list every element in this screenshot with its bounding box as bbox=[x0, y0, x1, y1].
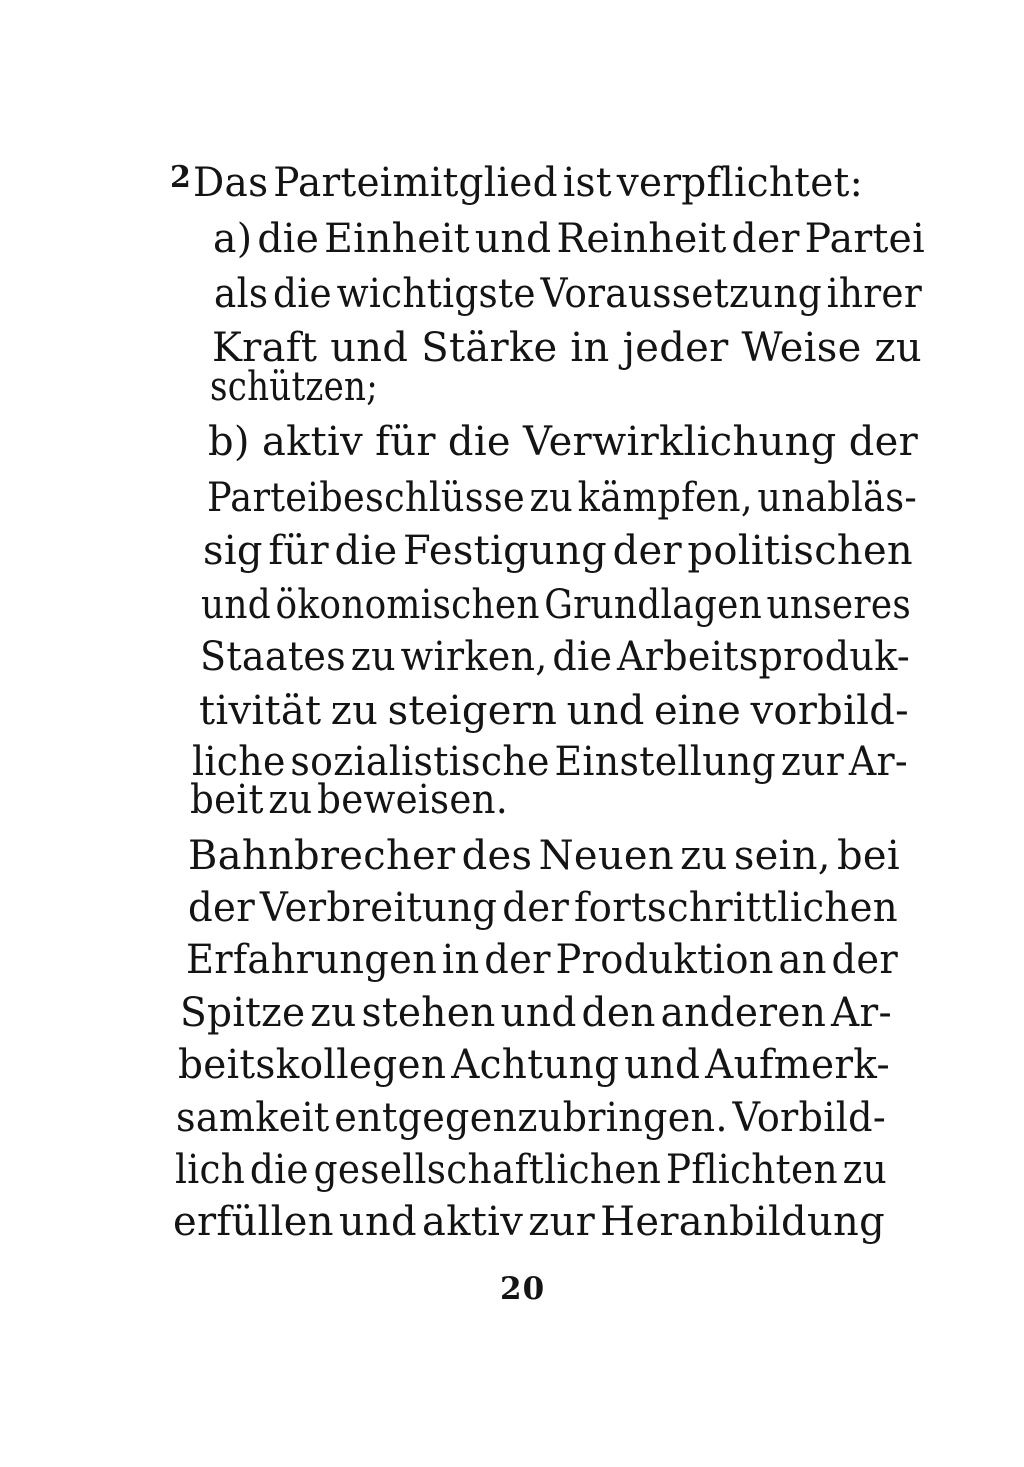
text-line-1: Das Parteimitglied ist verpflichtet: bbox=[193, 160, 863, 206]
text-line-19: samkeit entgegenzubringen. Vorbild- bbox=[176, 1095, 886, 1141]
text-line-9: und ökonomischen Grundlagen unseres bbox=[201, 582, 911, 628]
text-line-15: der Verbreitung der fortschrittlichen bbox=[188, 885, 898, 931]
text-line-20: lich die gesellschaftlichen Pflichten zu bbox=[175, 1147, 887, 1193]
text-line-3: als die wichtigste Voraussetzung ihrer bbox=[214, 271, 922, 317]
text-line-8: sig für die Festigung der politischen bbox=[203, 528, 913, 574]
text-line-21: erfüllen und aktiv zur Heranbildung bbox=[173, 1199, 885, 1245]
text-line-5: schützen; bbox=[210, 364, 378, 410]
text-line-12: liche sozialistische Einstellung zur Ar- bbox=[192, 739, 908, 785]
text-line-18: beitskollegen Achtung und Aufmerk- bbox=[178, 1042, 890, 1088]
text-line-13: beit zu beweisen. bbox=[190, 777, 508, 823]
text-line-16: Erfahrungen in der Produktion an der bbox=[186, 937, 898, 983]
page-number: 20 bbox=[500, 1271, 546, 1307]
text-line-11: tivität zu steigern und eine vorbild- bbox=[199, 688, 909, 734]
text-line-10: Staates zu wirken, die Arbeitsproduk- bbox=[200, 634, 910, 680]
section-number: 2 bbox=[170, 160, 191, 195]
text-line-6: b) aktiv für die Verwirklichung der bbox=[208, 419, 918, 465]
text-line-7: Parteibeschlüsse zu kämpfen, unabläs- bbox=[207, 475, 917, 521]
text-line-17: Spitze zu stehen und den anderen Ar- bbox=[180, 990, 892, 1036]
text-line-4: Kraft und Stärke in jeder Weise zu bbox=[212, 325, 922, 371]
text-line-2: a) die Einheit und Reinheit der Partei bbox=[213, 216, 925, 262]
text-line-14: Bahnbrecher des Neuen zu sein, bei bbox=[188, 833, 900, 879]
